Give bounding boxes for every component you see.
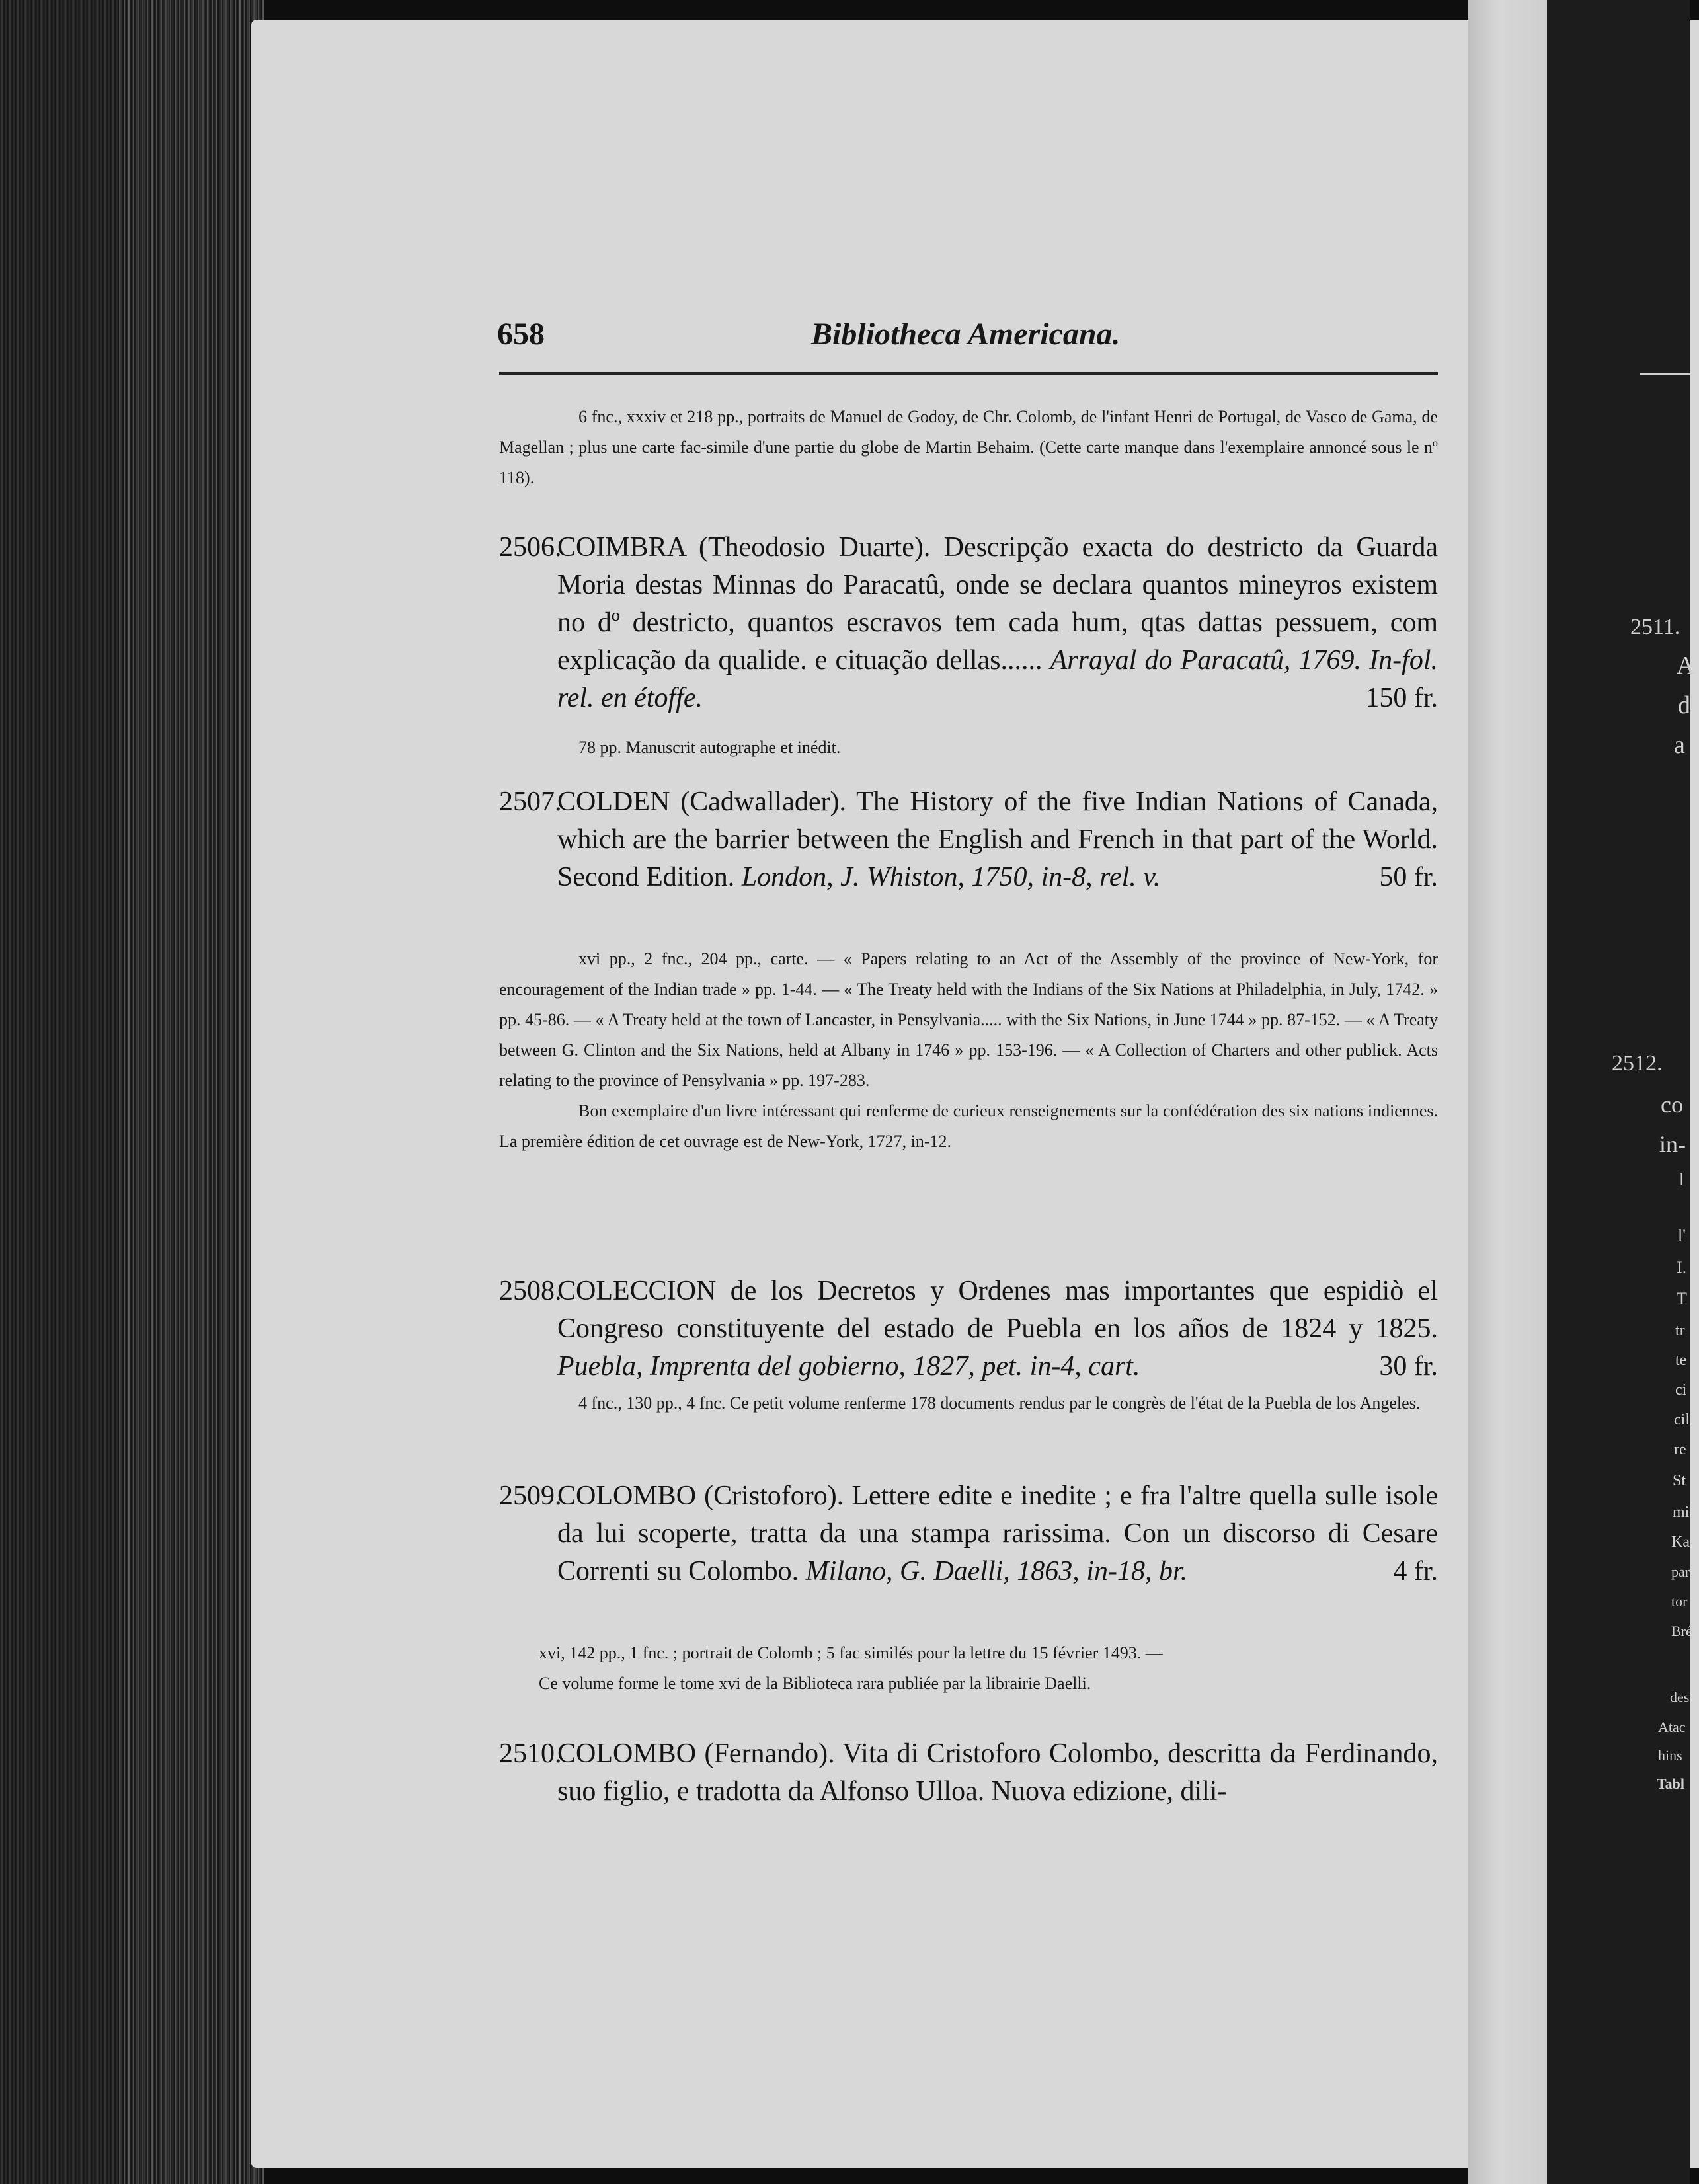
note-paragraph: Bon exemplaire d'un livre intéressant qui renferme de curieux renseignements sur la confédération des six nations indiennes. La première édition de cet ouvrage est de New-York, 1727, in-12. xyxy=(499,1101,1438,1151)
note-paragraph: 78 pp. Manuscrit autographe et inédit. xyxy=(578,738,841,757)
header-rule xyxy=(499,372,1438,375)
entry-number: 2510. xyxy=(499,1738,562,1769)
entry-title: COLECCION de los Decretos y Ordenes mas importantes que espidiò el Congreso constituyente del estado de Puebla en los años de 1824 y 1825. xyxy=(557,1276,1438,1344)
entry-price: 150 fr. xyxy=(1365,683,1438,713)
right-page-letter: I. xyxy=(1677,1258,1687,1277)
right-page-item-2512: 2512. xyxy=(1612,1051,1663,1075)
continuation-note xyxy=(499,402,1438,493)
right-page-letter: Atac xyxy=(1658,1719,1686,1735)
entry-imprint: Arrayal do Paracatû, 1769. In-fol. rel. en étoffe. xyxy=(557,645,1438,713)
entry-title: COIMBRA (Theodosio Duarte). Descripção exacta do destricto da Guarda Moria destas Minnas do Paracatû, onde se declara quantos mineyros existem no dº destricto, quantos escravos tem cada hum, qtas dattas pessuem, com explicação da qualide. e cituação dellas...... xyxy=(557,532,1438,676)
right-page-letter: l xyxy=(1679,1170,1684,1189)
right-page-letter: Bré xyxy=(1671,1623,1692,1639)
page-number: 658 xyxy=(497,317,545,352)
right-page-letter: St xyxy=(1673,1472,1686,1489)
entry-number: 2508. xyxy=(499,1276,562,1306)
right-page-letter: A xyxy=(1677,652,1695,680)
note-paragraph: xvi, 142 pp., 1 fnc. ; portrait de Colomb ; 5 fac similés pour la lettre du 15 février 1493. — xyxy=(539,1643,1163,1662)
entry-number: 2506. xyxy=(499,532,562,563)
entry-title: COLDEN (Cadwallader). The History of the five Indian Nations of Canada, which are the barrier between the English and French in that part of the World. Second Edition. xyxy=(557,787,1438,892)
right-page-letter: te xyxy=(1675,1352,1687,1369)
catalog-entry-2508 xyxy=(499,1272,1438,1385)
entry-notes-2509 xyxy=(499,1638,1438,1699)
entry-title: COLOMBO (Fernando). Vita di Cristoforo Colombo, descritta da Ferdinando, suo figlio, e tradotta da Alfonso Ulloa. Nuova edizione, dili- xyxy=(557,1738,1438,1807)
note-paragraph: xvi pp., 2 fnc., 204 pp., carte. — « Papers relating to an Act of the Assembly of the province of New-York, for encouragement of the Indian trade » pp. 1-44. — « The Treaty held with the Indians of the Six Nations at Philadelphia, in July, 1742. » pp. 45-86. — « A Treaty held at the town of Lancaster, in Pensylvania..... with the Six Nations, in June 1744 » pp. 87-152. — « A Treaty between G. Clinton and the Six Nations, held at Albany in 1746 » pp. 153-196. — « A Collection of Charters and other publick. Acts relating to the province of Pensylvania » pp. 197-283. xyxy=(499,949,1438,1090)
note-paragraph: 4 fnc., 130 pp., 4 fnc. Ce petit volume renferme 178 documents rendus par le congrès de l'état de la Puebla de los Angeles. xyxy=(578,1393,1421,1413)
book-gutter xyxy=(0,0,264,2184)
right-page-letter: tr xyxy=(1675,1322,1685,1339)
right-page-letter: tor xyxy=(1671,1593,1688,1610)
running-title: Bibliotheca Americana. xyxy=(811,317,1121,352)
right-page-letter: cil xyxy=(1674,1411,1690,1428)
page-header xyxy=(497,316,1436,362)
right-page-letter: Ka xyxy=(1671,1534,1690,1551)
right-page-letter: ci xyxy=(1675,1382,1687,1399)
right-page-letter: par xyxy=(1671,1563,1690,1580)
entry-imprint: Milano, G. Daelli, 1863, in-18, br. xyxy=(805,1556,1188,1586)
note-paragraph: 6 fnc., xxxiv et 218 pp., portraits de Manuel de Godoy, de Chr. Colomb, de l'infant Henri de Portugal, de Vasco de Gama, de Magellan ; plus une carte fac-simile d'une partie du globe de Martin Behaim. (Cette carte manque dans l'exemplaire annoncé sous le nº 118). xyxy=(499,407,1438,487)
right-page-letter: Tabl xyxy=(1657,1775,1685,1792)
right-page-letter: a xyxy=(1674,731,1685,759)
right-page-rule xyxy=(1640,373,1690,375)
entry-notes-2506 xyxy=(499,732,1438,763)
right-page-letter: hins xyxy=(1658,1747,1682,1764)
right-page-letter: co xyxy=(1661,1091,1683,1118)
page-edge-shadow xyxy=(1468,0,1547,2184)
entry-notes-2508 xyxy=(499,1388,1438,1419)
right-page-letter: d xyxy=(1678,691,1690,719)
catalog-entry-2507 xyxy=(499,783,1438,896)
right-page-letter: l' xyxy=(1678,1226,1686,1245)
entry-title: COLOMBO (Cristoforo). Lettere edite e inedite ; e fra l'altre quella sulle isole da lui scoperte, tratta da una stampa rarissima. Con un discorso di Cesare Correnti su Colombo. xyxy=(557,1481,1438,1586)
right-page-letter: des xyxy=(1670,1689,1690,1705)
catalog-entry-2509 xyxy=(499,1477,1438,1590)
catalog-entry-2506 xyxy=(499,529,1438,717)
note-paragraph: Ce volume forme le tome xvi de la Biblioteca rara publiée par la librairie Daelli. xyxy=(539,1674,1091,1693)
right-page-item-2511: 2511. xyxy=(1630,615,1680,639)
entry-number: 2509. xyxy=(499,1481,562,1511)
right-page-letter: mi xyxy=(1673,1504,1690,1521)
entry-price: 50 fr. xyxy=(1379,862,1438,892)
entry-imprint: London, J. Whiston, 1750, in-8, rel. v. xyxy=(741,862,1161,892)
catalog-entry-2510 xyxy=(499,1735,1438,1811)
entry-imprint: Puebla, Imprenta del gobierno, 1827, pet. in-4, cart. xyxy=(557,1351,1140,1382)
entry-price: 4 fr. xyxy=(1393,1556,1438,1586)
entry-price: 30 fr. xyxy=(1379,1351,1438,1382)
right-page-letter: in- xyxy=(1659,1131,1686,1157)
right-page-letter: T xyxy=(1677,1289,1687,1308)
right-page-letter: re xyxy=(1674,1441,1686,1458)
entry-notes-2507 xyxy=(499,944,1438,1157)
entry-number: 2507. xyxy=(499,787,562,817)
